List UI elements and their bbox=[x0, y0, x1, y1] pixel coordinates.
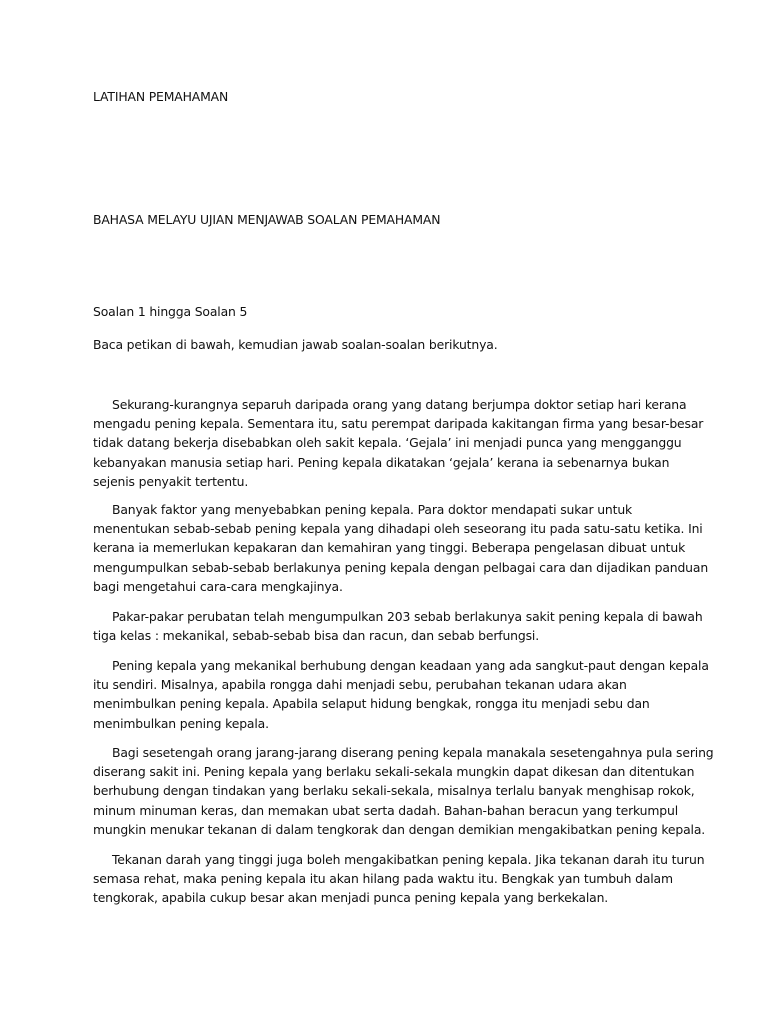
document-subtitle: BAHASA MELAYU UJIAN MENJAWAB SOALAN PEMAHAMAN bbox=[93, 212, 441, 227]
paragraph-line: Pening kepala yang mekanikal berhubung dengan keadaan yang ada sangkut-paut dengan kepala bbox=[112, 658, 709, 673]
paragraph-line: mengumpulkan sebab-sebab berlakunya pening kepala dengan pelbagai cara dan dijadikan panduan bbox=[93, 559, 709, 575]
paragraph-line: tidak datang bekerja disebabkan oleh sakit kepala. ‘Gejala’ ini menjadi punca yang mengganggu bbox=[93, 435, 682, 451]
paragraph-line: tiga kelas : mekanikal, sebab-sebab bisa dan racun, dan sebab berfungsi. bbox=[93, 628, 539, 644]
paragraph-line: berhubung dengan tindakan yang berlaku sekali-sekala, misalnya terlalu banyak menghisap rokok, bbox=[93, 783, 695, 799]
paragraph-line: menimbulkan pening kepala. Apabila selaput hidung bengkak, rongga itu menjadi sebu dan bbox=[93, 696, 650, 712]
paragraph-line: minum minuman keras, dan memakan ubat serta dadah. Bahan-bahan beracun yang terkumpul bbox=[93, 802, 679, 818]
paragraph-line: tengkorak, apabila cukup besar akan menjadi punca pening kepala yang berkekalan. bbox=[93, 890, 609, 906]
paragraph-line: menentukan sebab-sebab pening kepala yang dihadapi oleh seseorang itu pada satu-satu ketika. Ini bbox=[93, 521, 703, 537]
paragraph-line: diserang sakit ini. Pening kepala yang berlaku sekali-sekala mungkin dapat dikesan dan ditentukan bbox=[93, 764, 695, 780]
paragraph-line: mengadu pening kepala. Sementara itu, satu perempat daripada kakitangan firma yang besar-besar bbox=[93, 416, 704, 432]
paragraph-line: Banyak faktor yang menyebabkan pening kepala. Para doktor mendapati sukar untuk bbox=[112, 502, 633, 517]
paragraph-line: kebanyakan manusia setiap hari. Pening kepala dikatakan ‘gejala’ kerana ia sebenarnya bukan bbox=[93, 454, 670, 470]
document-title: LATIHAN PEMAHAMAN bbox=[93, 89, 229, 104]
passage-paragraph-2 bbox=[93, 500, 709, 596]
passage-paragraph-1 bbox=[93, 395, 704, 491]
instruction-text: Baca petikan di bawah, kemudian jawab soalan-soalan berikutnya. bbox=[93, 337, 498, 352]
passage-paragraph-3 bbox=[93, 607, 703, 645]
passage-paragraph-4 bbox=[93, 656, 709, 733]
paragraph-line: sejenis penyakit tertentu. bbox=[93, 473, 249, 489]
paragraph-line: Pakar-pakar perubatan telah mengumpulkan 203 sebab berlakunya sakit pening kepala di bawah bbox=[112, 609, 703, 624]
paragraph-line: Sekurang-kurangnya separuh daripada orang yang datang berjumpa doktor setiap hari kerana bbox=[112, 397, 687, 412]
paragraph-line: Bagi sesetengah orang jarang-jarang diserang pening kepala manakala sesetengahnya pula sering bbox=[112, 745, 714, 760]
paragraph-line: Tekanan darah yang tinggi juga boleh mengakibatkan pening kepala. Jika tekanan darah itu turun bbox=[112, 852, 705, 867]
paragraph-line: mungkin menukar tekanan di dalam tengkorak dan dengan demikian mengakibatkan pening kepala. bbox=[93, 821, 706, 837]
paragraph-line: kerana ia memerlukan kepakaran dan kemahiran yang tinggi. Beberapa pengelasan dibuat untuk bbox=[93, 540, 686, 556]
paragraph-line: itu sendiri. Misalnya, apabila rongga dahi menjadi sebu, perubahan tekanan udara akan bbox=[93, 677, 627, 693]
question-range: Soalan 1 hingga Soalan 5 bbox=[93, 304, 248, 319]
paragraph-line: bagi mengetahui cara-cara mengkajinya. bbox=[93, 578, 343, 594]
paragraph-line: semasa rehat, maka pening kepala itu akan hilang pada waktu itu. Bengkak yan tumbuh dalam bbox=[93, 871, 673, 887]
passage-paragraph-5 bbox=[93, 743, 714, 839]
paragraph-line: menimbulkan pening kepala. bbox=[93, 715, 269, 731]
passage-paragraph-6 bbox=[93, 850, 705, 908]
